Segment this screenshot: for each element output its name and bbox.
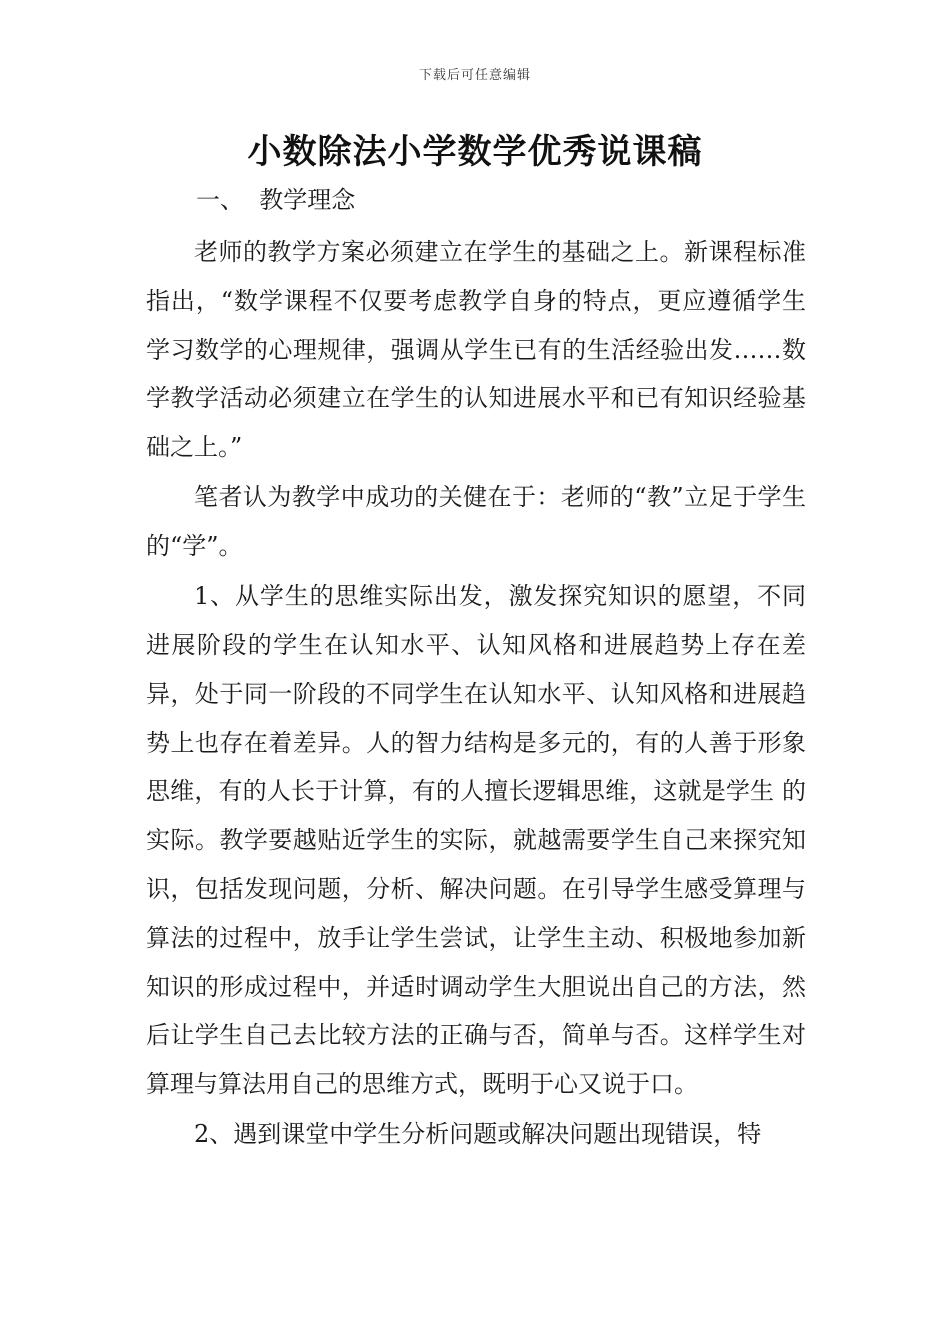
section-heading: 一、 教学理念 (196, 186, 356, 214)
paragraph: 老师的教学方案必须建立在学生的基础之上。新课程标准指出，“数学课程不仅要考虑教学自身的特点，更应遵循学生学习数学的心理规律，强调从学生已有的生活经验出发……数学教学活动必须建立在学生的认知进展水平和已有知识经验基础之上。” (146, 238, 806, 462)
paragraph: 1、从学生的思维实际出发，激发探究知识的愿望，不同进展阶段的学生在认知水平、认知风格和进展趋势上存在差异，处于同一阶段的不同学生在认知水平、认知风格和进展趋势上也存在着差异。人的智力结构是多元的，有的人善于形象思维，有的人长于计算，有的人擅长逻辑思维，这就是学生 的实际。教学要越贴近学生的实际，就越需要学生自己来探究知识，包括发现问题，分析、解决问题。在引导学生感受算理与算法的过程中，放手让学生尝试，让学生主动、积极地参加新知识的形成过程中，并适时调动学生大胆说出自己的方法，然后让学生自己去比较方法的正确与否，简单与否。这样学生对算理与算法用自己的思维方式，既明于心又说于口。 (146, 582, 806, 1099)
paragraph: 笔者认为教学中成功的关健在于：老师的“教”立足于学生的“学”。 (146, 483, 806, 561)
document-title: 小数除法小学数学优秀说课稿 (247, 132, 703, 172)
body-text (146, 228, 806, 1159)
header-note: 下载后可任意编辑 (418, 68, 531, 83)
paragraph: 2、遇到课堂中学生分析问题或解决问题出现错误，特 (194, 1120, 762, 1149)
